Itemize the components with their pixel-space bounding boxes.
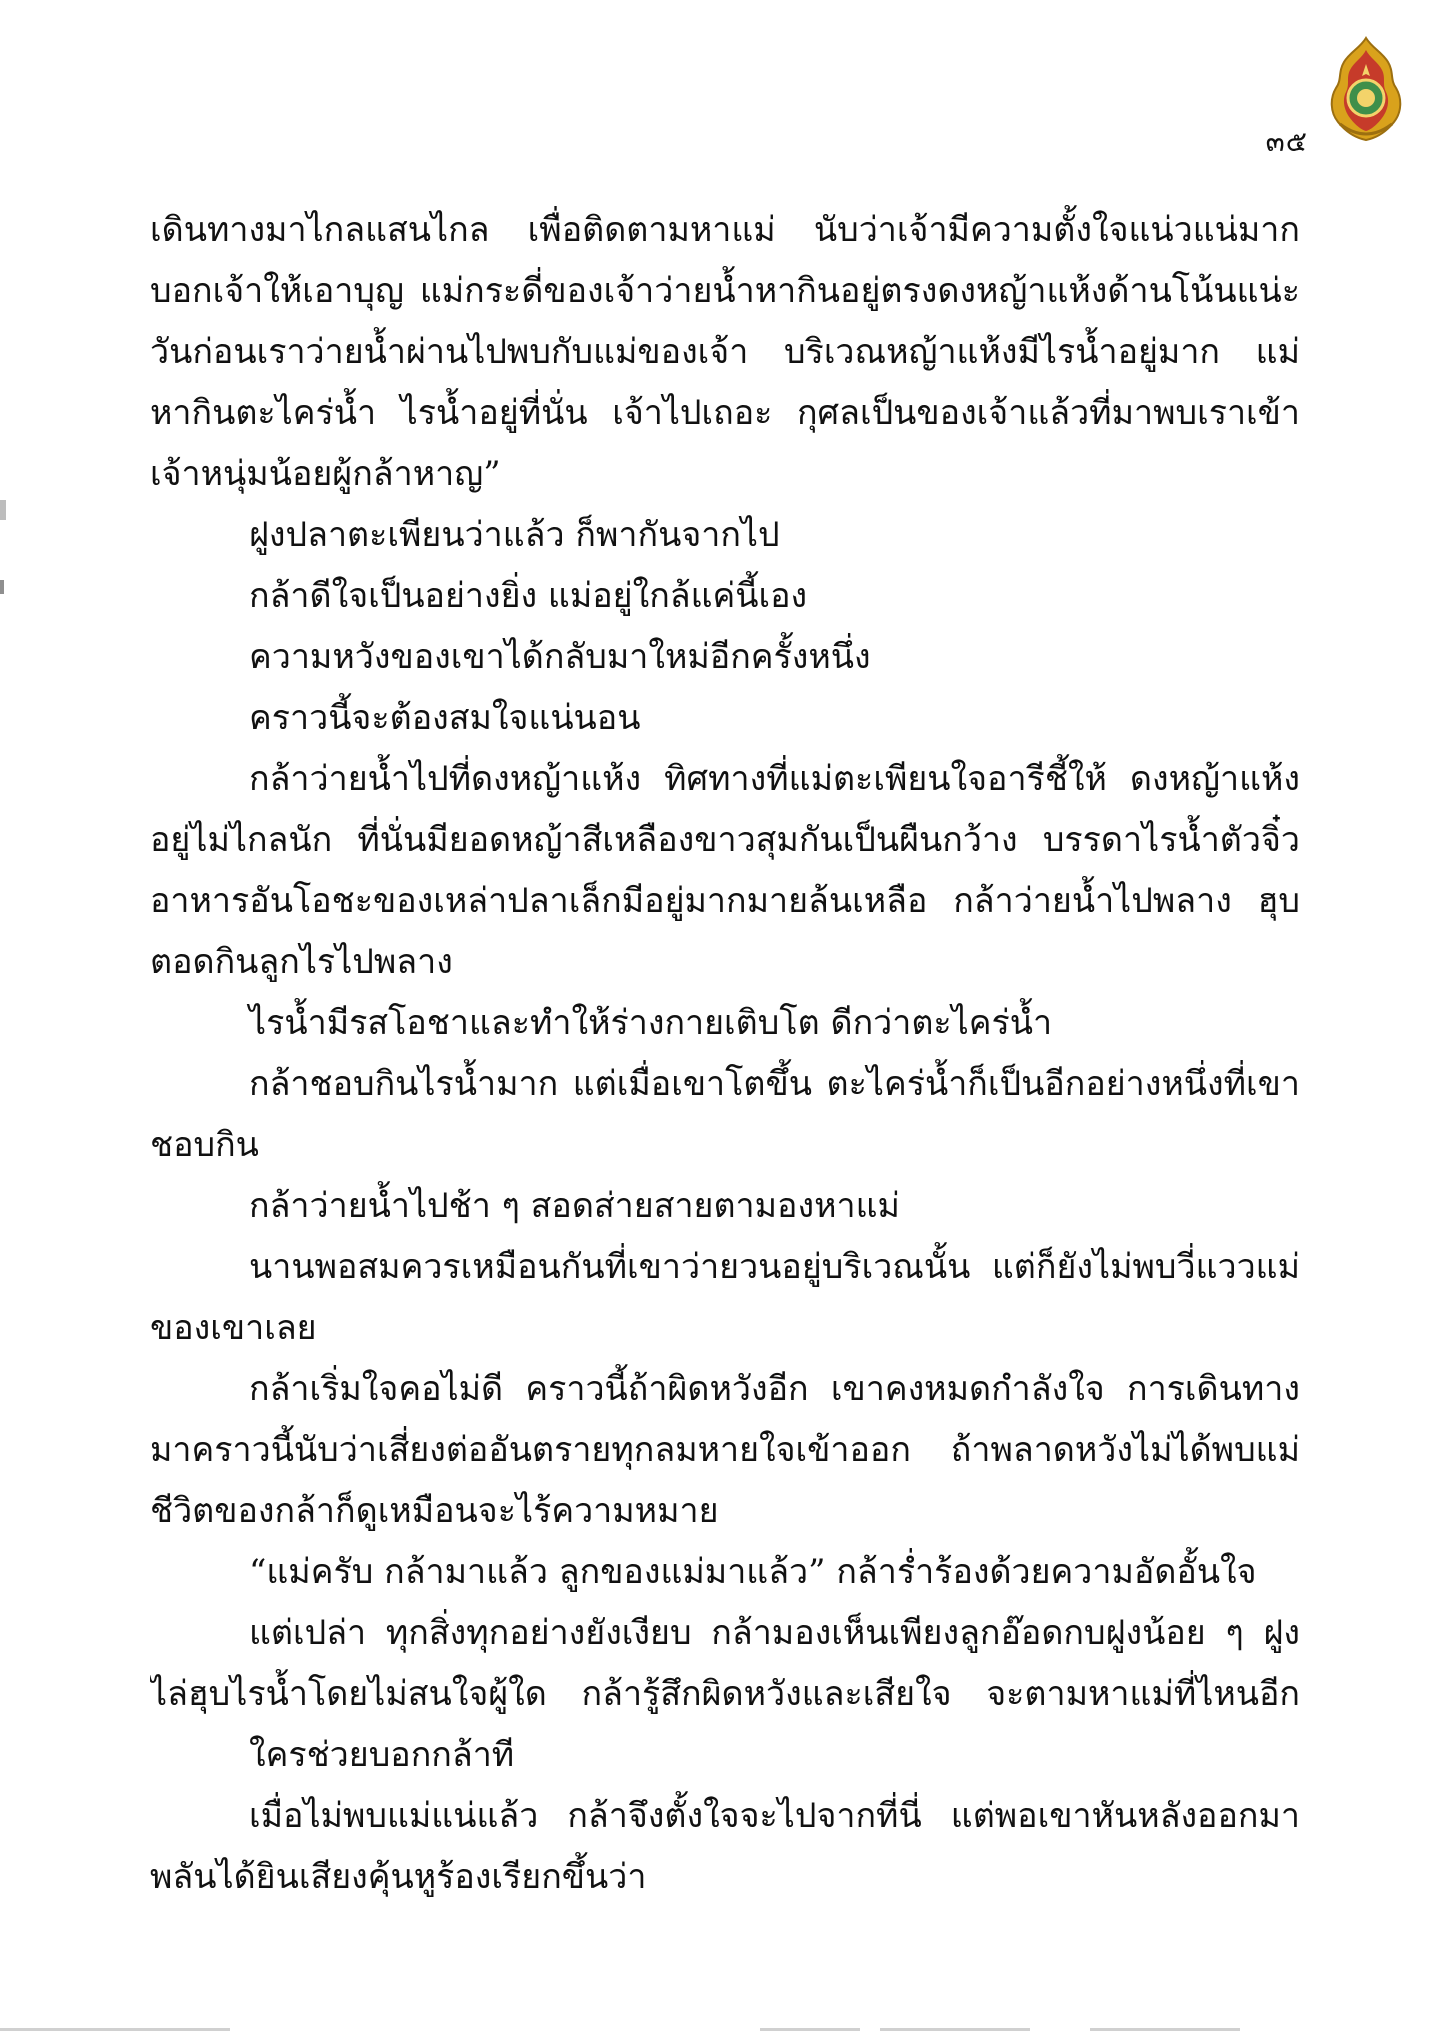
- text-line: หากินตะไคร่น้ำ ไรน้ำอยู่ที่นั่น เจ้าไปเถอะ กุศลเป็นของเจ้าแล้วที่มาพบเราเข้า: [150, 393, 1300, 433]
- text-line: กล้าว่ายน้ำไปช้า ๆ สอดส่ายสายตามองหาแม่: [249, 1186, 900, 1226]
- text-line: อาหารอันโอชะของเหล่าปลาเล็กมีอยู่มากมายล้นเหลือ กล้าว่ายน้ำไปพลาง ฮุบ: [150, 881, 1300, 921]
- text-line: ไรน้ำมีรสโอชาและทำให้ร่างกายเติบโต ดีกว่าตะไคร่น้ำ: [249, 1003, 1053, 1043]
- text-line: “แม่ครับ กล้ามาแล้ว ลูกของแม่มาแล้ว” กล้าร่ำร้องด้วยความอัดอั้นใจ: [249, 1552, 1257, 1592]
- scan-artifact: [1090, 2028, 1240, 2031]
- text-line: วันก่อนเราว่ายน้ำผ่านไปพบกับแม่ของเจ้า บริเวณหญ้าแห้งมีไรน้ำอยู่มาก แม่: [150, 332, 1300, 372]
- text-line: เดินทางมาไกลแสนไกล เพื่อติดตามหาแม่ นับว่าเจ้ามีความตั้งใจแน่วแน่มาก: [150, 210, 1300, 250]
- text-line: นานพอสมควรเหมือนกันที่เขาว่ายวนอยู่บริเวณนั้น แต่ก็ยังไม่พบวี่แววแม่: [249, 1247, 1300, 1287]
- text-line: กล้าชอบกินไรน้ำมาก แต่เมื่อเขาโตขึ้น ตะไคร่น้ำก็เป็นอีกอย่างหนึ่งที่เขา: [249, 1064, 1300, 1104]
- text-line: กล้าดีใจเป็นอย่างยิ่ง แม่อยู่ใกล้แค่นี้เอง: [249, 576, 808, 616]
- scan-artifact: [880, 2028, 1030, 2031]
- text-line: ใครช่วยบอกกล้าที: [249, 1735, 515, 1775]
- text-line: กล้าว่ายน้ำไปที่ดงหญ้าแห้ง ทิศทางที่แม่ตะเพียนใจอารีชี้ให้ ดงหญ้าแห้ง: [249, 759, 1300, 799]
- text-line: เมื่อไม่พบแม่แน่แล้ว กล้าจึงตั้งใจจะไปจากที่นี่ แต่พอเขาหันหลังออกมา: [249, 1796, 1300, 1836]
- text-line: อยู่ไม่ไกลนัก ที่นั่นมียอดหญ้าสีเหลืองขาวสุมกันเป็นผืนกว้าง บรรดาไรน้ำตัวจิ๋ว: [150, 820, 1300, 860]
- text-line: ความหวังของเขาได้กลับมาใหม่อีกครั้งหนึ่ง: [249, 637, 871, 677]
- scan-bottom-edge: [0, 2028, 1440, 2039]
- text-line: ไล่ฮุบไรน้ำโดยไม่สนใจผู้ใด กล้ารู้สึกผิดหวังและเสียใจ จะตามหาแม่ที่ไหนอีก: [150, 1674, 1300, 1714]
- scan-artifact: [0, 2028, 230, 2031]
- text-line: ฝูงปลาตะเพียนว่าแล้ว ก็พากันจากไป: [249, 515, 780, 555]
- scan-artifact: [0, 580, 4, 594]
- text-line: พลันได้ยินเสียงคุ้นหูร้องเรียกขึ้นว่า: [150, 1857, 647, 1897]
- scan-artifact: [0, 500, 6, 520]
- text-line: คราวนี้จะต้องสมใจแน่นอน: [249, 698, 641, 738]
- text-line: มาคราวนี้นับว่าเสี่ยงต่ออันตรายทุกลมหายใจเข้าออก ถ้าพลาดหวังไม่ได้พบแม่: [150, 1430, 1300, 1470]
- text-line: แต่เปล่า ทุกสิ่งทุกอย่างยังเงียบ กล้ามองเห็นเพียงลูกอ๊อดกบฝูงน้อย ๆ ฝูง: [249, 1613, 1300, 1653]
- scan-artifact: [760, 2028, 860, 2031]
- body-text: [150, 200, 1300, 1908]
- text-line: บอกเจ้าให้เอาบุญ แม่กระดี่ของเจ้าว่ายน้ำหากินอยู่ตรงดงหญ้าแห้งด้านโน้นแน่ะ: [150, 271, 1300, 311]
- page-number: ๓๕: [1265, 125, 1308, 158]
- text-line: ของเขาเลย: [150, 1308, 317, 1348]
- text-line: ชีวิตของกล้าก็ดูเหมือนจะไร้ความหมาย: [150, 1491, 719, 1531]
- text-line: ตอดกินลูกไรไปพลาง: [150, 942, 453, 982]
- text-line: กล้าเริ่มใจคอไม่ดี คราวนี้ถ้าผิดหวังอีก เขาคงหมดกำลังใจ การเดินทาง: [249, 1369, 1300, 1409]
- text-line: ชอบกิน: [150, 1125, 259, 1165]
- text-line: เจ้าหนุ่มน้อยผู้กล้าหาญ”: [150, 454, 501, 494]
- emblem-logo-icon: [1320, 32, 1412, 144]
